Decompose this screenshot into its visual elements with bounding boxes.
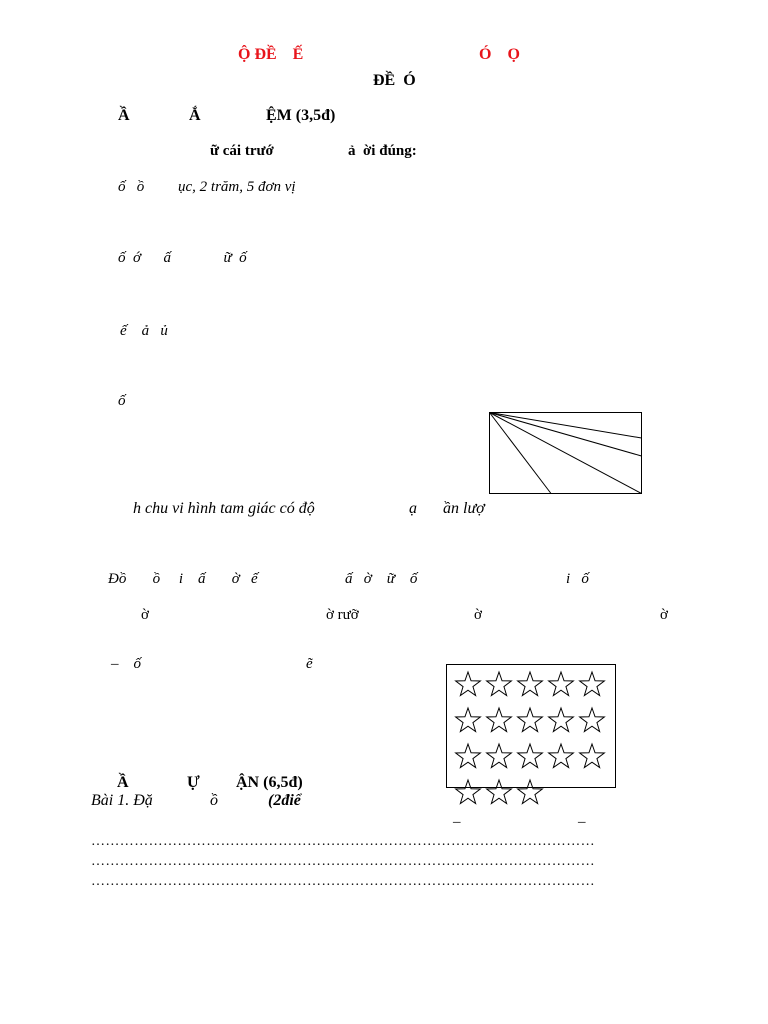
question-5-b: ạ [409,500,417,517]
star-icon [518,708,543,732]
star-icon [518,672,543,696]
part1-instruction-b: ả ời đúng: [348,143,417,159]
part1-instruction: ữ cái trướ [210,143,274,159]
star-icon [487,744,512,768]
question-1: ố ồ ục, 2 trăm, 5 đơn vị [118,179,296,195]
star-icon [456,744,481,768]
question-3: ế ả ủ [120,323,168,339]
star-box-frame [447,665,616,788]
answer-dots-line-3: …………………………………………………………………………………………… [91,874,595,889]
question-7-b: ẽ [306,656,313,672]
question-6-option-2: ờ rưỡ [326,607,359,623]
star-icon [456,780,481,804]
part2-heading-c: ẬN (6,5đ) [236,774,303,791]
star-icon [580,708,605,732]
star-icon [456,672,481,696]
part1-heading-b: Ắ [189,107,201,124]
dash-2: – [578,814,586,830]
part1-heading-c: ỆM (3,5đ) [266,107,336,124]
question-6-b: ấ ờ ữ ố [345,571,418,587]
star-grid-figure [446,664,616,810]
star-icon [580,744,605,768]
star-icon [456,708,481,732]
dash-1: – [453,814,461,830]
figure-line-1 [490,413,552,494]
bai1-label: Bài 1. Đặ [91,792,153,809]
star-icon [549,708,574,732]
star-icon [518,780,543,804]
part2-heading-b: Ự [187,774,200,791]
answer-dots-line-1: …………………………………………………………………………………………… [91,834,595,849]
question-6-c: i ố [566,571,589,587]
question-6-option-4: ờ [660,607,668,623]
question-6-option-3: ờ [474,607,482,623]
star-icon [487,708,512,732]
part1-heading-a: Ầ [118,107,130,124]
question-2: ố ớ ấ ữ ố [118,250,247,266]
star-icon [549,672,574,696]
title-left: Ộ ĐỀ Ế [238,46,304,63]
star-icon [549,744,574,768]
title-right: Ó Ọ [479,46,520,63]
star-icon [580,672,605,696]
question-5-c: ần lượ [443,500,485,517]
triangle-figure [489,412,642,494]
question-5-a: h chu vi hình tam giác có độ [133,500,315,517]
star-icon [487,672,512,696]
question-6-a: Đồ ồ i ấ ờ ế [108,571,258,587]
answer-dots-line-2: …………………………………………………………………………………………… [91,854,595,869]
star-icon [487,780,512,804]
bai1-points: (2điể [268,792,301,809]
bai1-label-b: ồ [210,792,218,809]
figure-line-2 [490,413,642,494]
part2-heading-a: Ầ [117,774,129,791]
question-7-a: – ố [111,656,141,672]
star-icon [518,744,543,768]
question-4: ố [118,393,126,409]
subtitle: ĐỀ Ó [373,72,416,89]
question-6-option-1: ờ [141,607,149,623]
